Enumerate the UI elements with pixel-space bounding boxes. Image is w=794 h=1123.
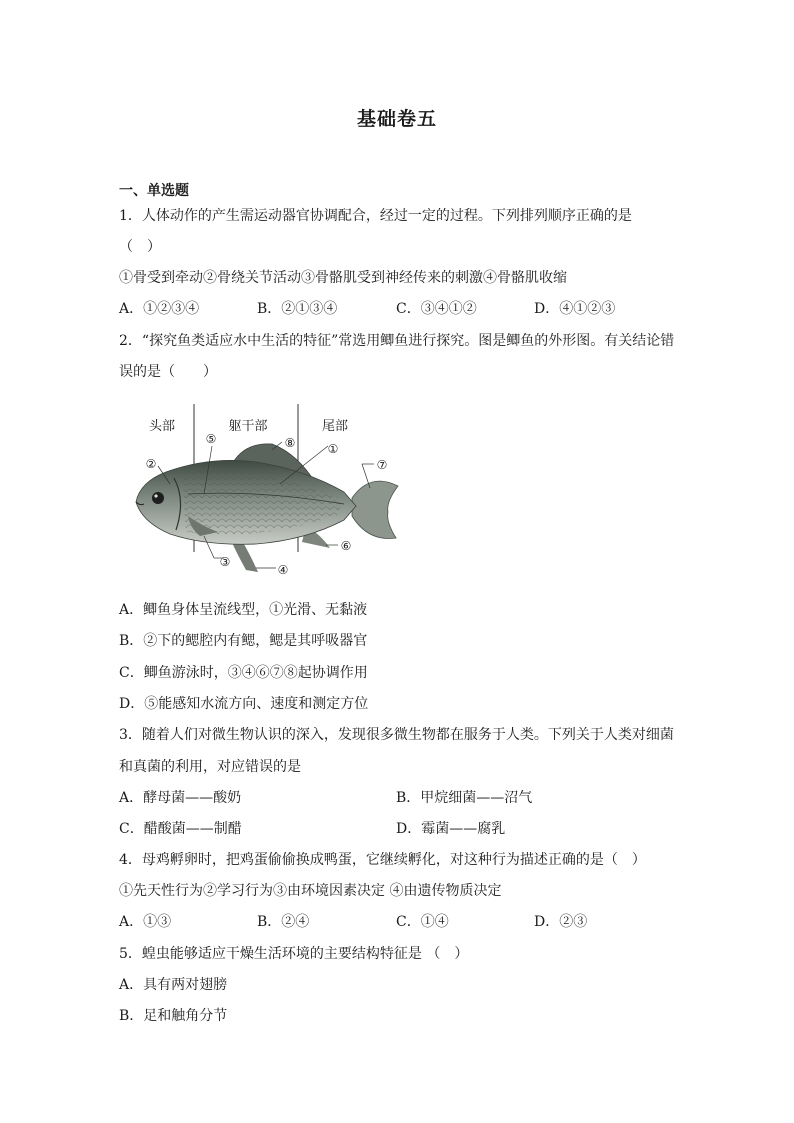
figure-label-tail: 尾部 (321, 419, 349, 434)
question-3-option-d: D．霉菌——腐乳 (396, 821, 506, 837)
page-title: 基础卷五 (356, 108, 437, 130)
figure-label-4: ④ (277, 563, 289, 577)
crucian-carp-figure (130, 402, 420, 582)
question-4-stem: 4．母鸡孵卵时，把鸡蛋偷偷换成鸭蛋，它继续孵化，对这种行为描述正确的是（ ） (119, 852, 646, 868)
question-1-option-c: C．③④①② (396, 301, 477, 317)
question-2-option-a: A．鲫鱼身体呈流线型，①光滑、无黏液 (119, 602, 368, 618)
question-5-option-a: A．具有两对翅膀 (119, 977, 228, 993)
question-3-option-c: C．醋酸菌——制醋 (119, 821, 242, 837)
question-2-option-d: D．⑤能感知水流方向、速度和测定方位 (119, 696, 369, 712)
question-5-option-b: B．足和触角分节 (119, 1008, 228, 1024)
figure-label-3: ③ (219, 555, 231, 569)
question-1-option-d: D．④①②③ (534, 301, 616, 317)
question-1-option-a: A．①②③④ (119, 301, 200, 317)
question-5-stem: 5．蝗虫能够适应干燥生活环境的主要结构特征是 （ ） (119, 946, 469, 962)
question-3-option-b: B．甲烷细菌——沼气 (396, 790, 533, 806)
question-2-option-b: B．②下的鳃腔内有鳃，鳃是其呼吸器官 (119, 633, 368, 649)
question-2-option-c: C．鲫鱼游泳时，③④⑥⑦⑧起协调作用 (119, 665, 368, 681)
question-3-option-a: A．酵母菌——酸奶 (119, 790, 242, 806)
question-3-stem: 3．随着人们对微生物认识的深入，发现很多微生物都在服务于人类。下列关于人类对细菌 (119, 727, 674, 743)
question-2-stem-cont: 误的是（ ） (119, 364, 217, 380)
question-1-option-b: B．②①③④ (257, 301, 338, 317)
question-1-stem: 1．人体动作的产生需运动器官协调配合，经过一定的过程。下列排列顺序正确的是 (119, 208, 632, 224)
question-1-items: ①骨受到牵动②骨绕关节活动③骨骼肌受到神经传来的刺激④骨骼肌收缩 (119, 270, 567, 286)
question-4-option-d: D．②③ (534, 914, 588, 930)
figure-label-head: 头部 (148, 419, 176, 434)
figure-label-6: ⑥ (340, 539, 352, 553)
figure-label-5: ⑤ (205, 432, 217, 446)
question-3-stem-cont: 和真菌的利用，对应错误的是 (119, 759, 301, 775)
question-4-option-c: C．①④ (396, 914, 449, 930)
figure-label-7: ⑦ (376, 458, 388, 472)
question-4-items: ①先天性行为②学习行为③由环境因素决定 ④由遗传物质决定 (119, 883, 502, 899)
question-4-option-a: A．①③ (119, 914, 172, 930)
question-2-stem: 2．“探究鱼类适应水中生活的特征”常选用鲫鱼进行探究。图是鲫鱼的外形图。有关结论错 (119, 333, 675, 349)
figure-label-8: ⑧ (284, 436, 296, 450)
tail-fin-shape (352, 481, 398, 538)
figure-label-2: ② (145, 457, 157, 471)
question-4-option-b: B．②④ (257, 914, 310, 930)
figure-label-1: ① (327, 442, 339, 456)
question-1-stem-cont: （ ） (119, 239, 161, 255)
section-heading: 一、单选题 (119, 183, 189, 199)
figure-label-trunk: 躯干部 (228, 419, 268, 434)
